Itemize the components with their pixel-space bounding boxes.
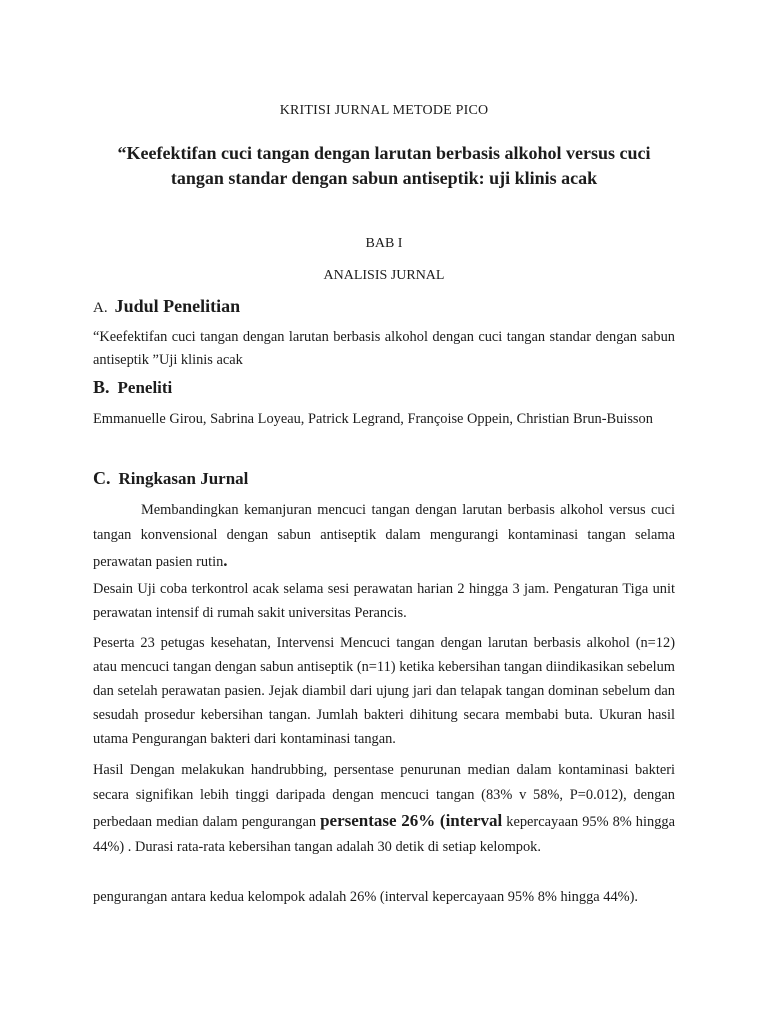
- summary-intro: [93, 498, 675, 575]
- section-a-heading: [93, 296, 240, 317]
- section-a-letter: A.: [93, 300, 108, 316]
- document-title: KRITISI JURNAL METODE PICO: [279, 103, 489, 118]
- results-start: Hasil Dengan melakukan handrubbing, persentase penurunan median dalam kontaminasi bakteri secara signifikan lebih tinggi daripada dengan mencuci tangan (83% v 58%, P=0.012), dengan perbedaan median dalam pengurangan: [93, 762, 675, 830]
- document-subtitle: [0, 141, 768, 191]
- summary-participants: Peserta 23 petugas kesehatan, Intervensi Mencuci tangan dengan larutan berbasis alkohol (n=12) atau mencuci tangan dengan sabun antiseptik (n=11) ketika kebersihan tangan diindikasikan sebelum dan setelah perawatan pasien. Jejak diambil dari ujung jari dan telapak tangan dominan sebelum dan sesudah prosedur kebersihan tangan. Jumlah bakteri dihitung secara membabi buta. Ukuran hasil utama Pengurangan bakteri dari kontaminasi tangan.: [93, 635, 675, 747]
- section-b-heading: [93, 377, 172, 398]
- section-c-letter: C.: [93, 468, 111, 488]
- subtitle-line-1: “Keefektifan cuci tangan dengan larutan berbasis alkohol versus cuci: [117, 143, 651, 163]
- chapter-label: BAB I: [365, 236, 403, 251]
- section-a-title: Judul Penelitian: [114, 296, 241, 316]
- section-b-text: Emmanuelle Girou, Sabrina Loyeau, Patrick Legrand, Françoise Oppein, Christian Brun-Buisson: [93, 411, 653, 427]
- section-c-title: Ringkasan Jurnal: [118, 469, 249, 488]
- summary-results: [93, 758, 675, 860]
- summary-intro-text: Membandingkan kemanjuran mencuci tangan dengan larutan berbasis alkohol versus cuci tangan konvensional dengan sabun antiseptik dalam mengurangi kontaminasi tangan selama perawatan pasien rutin: [93, 502, 675, 570]
- chapter-title: ANALISIS JURNAL: [323, 268, 445, 283]
- subtitle-line-2: tangan standar dengan sabun antiseptik: uji klinis acak: [170, 168, 598, 188]
- section-b-letter: B.: [93, 377, 110, 397]
- section-c-heading: [93, 468, 248, 489]
- section-b-title: Peneliti: [117, 378, 173, 397]
- summary-intro-end: .: [223, 551, 228, 570]
- section-a-text: “Keefektifan cuci tangan dengan larutan berbasis alkohol dengan cuci tangan standar dengan sabun antiseptik ”Uji klinis acak: [93, 329, 675, 368]
- results-emphasis: persentase 26% (interval: [320, 811, 503, 830]
- results-end: kepercayaan 95% 8% hingga 44%) . Durasi rata-rata kebersihan tangan adalah 30 detik di setiap kelompok.: [93, 814, 675, 855]
- summary-design: Desain Uji coba terkontrol acak selama sesi perawatan harian 2 hingga 3 jam. Pengaturan Tiga unit perawatan intensif di rumah sakit universitas Perancis.: [93, 581, 675, 621]
- summary-difference: pengurangan antara kedua kelompok adalah 26% (interval kepercayaan 95% 8% hingga 44%).: [93, 889, 639, 905]
